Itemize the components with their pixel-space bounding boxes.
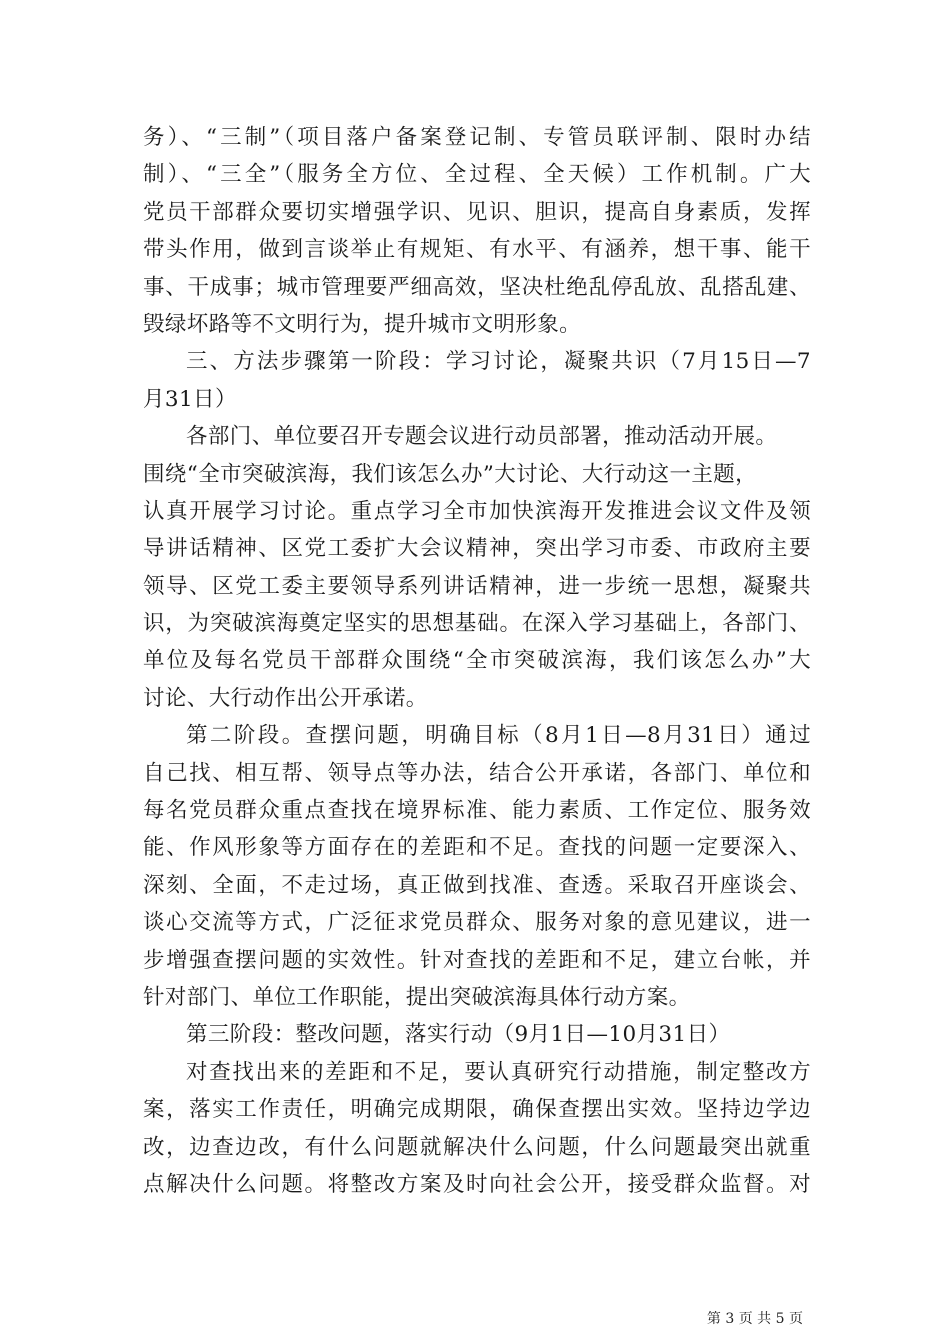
page-number: 第 3 页 共 5 页 xyxy=(706,1311,803,1327)
text-line: 认真开展学习讨论。重点学习全市加快滨海开发推进会议文件及领 xyxy=(143,498,811,524)
document-body xyxy=(143,119,811,1203)
text-line: 针对部门、单位工作职能，提出突破滨海具体行动方案。 xyxy=(143,984,691,1010)
text-line: 识，为突破滨海奠定坚实的思想基础。在深入学习基础上，各部门、 xyxy=(143,611,811,637)
text-line: 单位及每名党员干部群众围绕“全市突破滨海，我们该怎么办”大 xyxy=(143,648,811,674)
text-line: 对查找出来的差距和不足，要认真研究行动措施，制定整改方 xyxy=(186,1059,811,1085)
text-line: 各部门、单位要召开专题会议进行动员部署，推动活动开展。 xyxy=(186,424,778,450)
text-line: 围绕“全市突破滨海，我们该怎么办”大讨论、大行动这一主题， xyxy=(143,461,758,487)
text-line: 讨论、大行动作出公开承诺。 xyxy=(143,685,428,711)
text-line: 党员干部群众要切实增强学识、见识、胆识，提高自身素质，发挥 xyxy=(143,199,811,225)
text-line: 导讲话精神、区党工委扩大会议精神，突出学习市委、市政府主要 xyxy=(143,536,811,562)
text-line: 带头作用，做到言谈举止有规矩、有水平、有涵养，想干事、能干 xyxy=(143,237,811,263)
text-line: 自己找、相互帮、领导点等办法，结合公开承诺，各部门、单位和 xyxy=(143,760,811,786)
text-line: 改，边查边改，有什么问题就解决什么问题，什么问题最突出就重 xyxy=(143,1134,811,1160)
text-line: 深刻、全面，不走过场，真正做到找准、查透。采取召开座谈会、 xyxy=(143,872,811,898)
text-line: 事、干成事；城市管理要严细高效，坚决杜绝乱停乱放、乱搭乱建、 xyxy=(143,274,811,300)
text-line: 点解决什么问题。将整改方案及时向社会公开，接受群众监督。对 xyxy=(143,1171,811,1197)
text-line: 案，落实工作责任，明确完成期限，确保查摆出实效。坚持边学边 xyxy=(143,1097,811,1123)
text-line: 步增强查摆问题的实效性。针对查找的差距和不足，建立台帐，并 xyxy=(143,947,811,973)
text-line: 第三阶段：整改问题，落实行动（9月1日—10月31日） xyxy=(186,1022,731,1048)
text-line: 谈心交流等方式，广泛征求党员群众、服务对象的意见建议，进一 xyxy=(143,910,811,936)
text-line: 领导、区党工委主要领导系列讲话精神，进一步统一思想，凝聚共 xyxy=(143,573,811,599)
text-line: 毁绿坏路等不文明行为，提升城市文明形象。 xyxy=(143,311,582,337)
text-line: 三、方法步骤第一阶段：学习讨论，凝聚共识（7月15日—7 xyxy=(186,349,811,375)
text-line: 务）、“三制”（项目落户备案登记制、专管员联评制、限时办结 xyxy=(143,125,811,150)
text-line: 第二阶段。查摆问题，明确目标（8月1日—8月31日）通过 xyxy=(186,723,811,749)
text-line: 制）、“三全”（服务全方位、全过程、全天候）工作机制。广大 xyxy=(143,162,811,188)
text-line: 能、作风形象等方面存在的差距和不足。查找的问题一定要深入、 xyxy=(143,835,811,861)
text-line: 每名党员群众重点查找在境界标准、能力素质、工作定位、服务效 xyxy=(143,798,811,824)
text-line: 月31日） xyxy=(143,386,237,412)
